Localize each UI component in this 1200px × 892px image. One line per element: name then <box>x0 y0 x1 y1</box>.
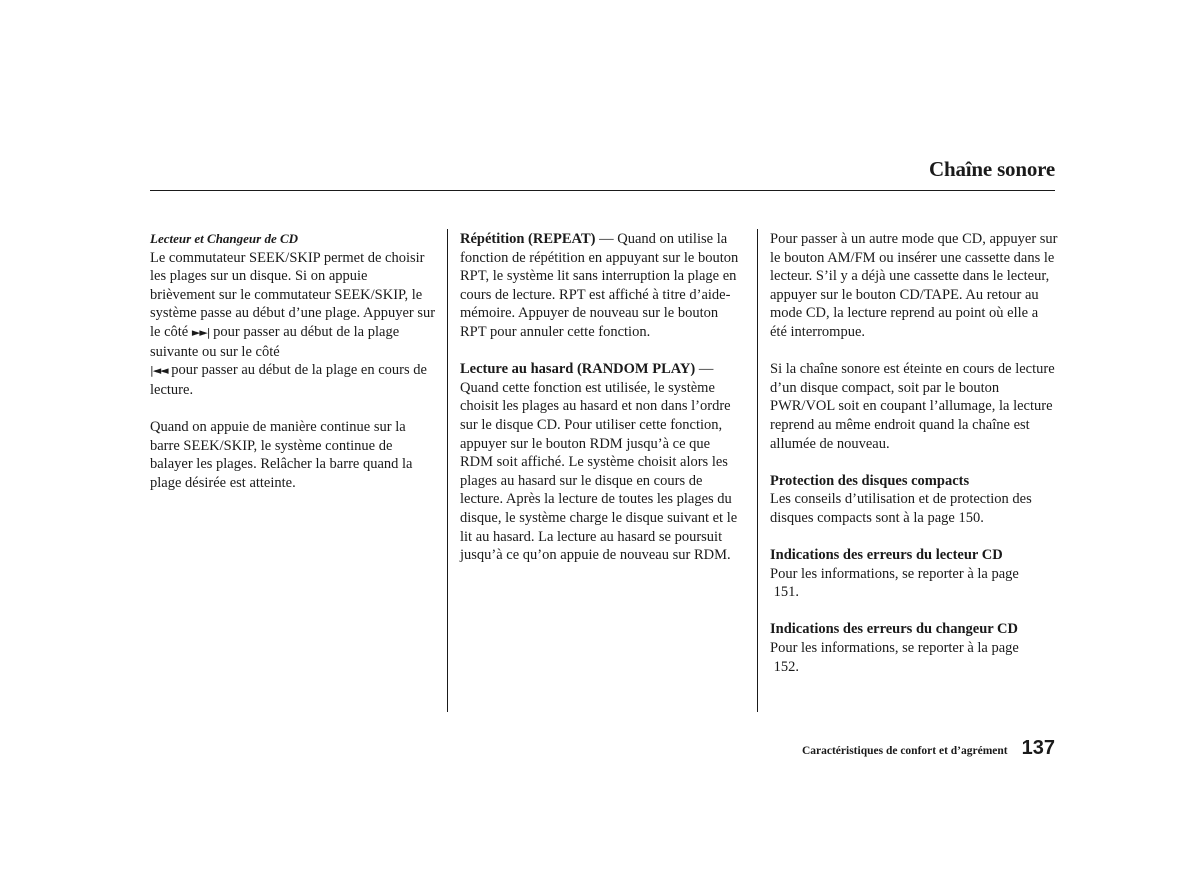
paragraph-power-off: Si la chaîne sonore est éteinte en cours de lecture d’un disque compact, soit par le bouton PWR/VOL soit en coupant l’allumage, la lecture reprend au même endroit quand la chaîne est allumée de nouveau. <box>770 361 1055 452</box>
column-2 <box>460 230 745 565</box>
lecteur-errors-text: Pour les informations, se reporter à la page <box>770 565 1019 582</box>
repeat-text: Quand on utilise la fonction de répétition en appuyant sur le bouton RPT, le système lit sans interruption la plage en cours de lecture. RPT est affiché à titre d’aide-mémoire. Appuyer de nouveau sur le bouton RPT pour annuler cette fonction. <box>460 231 739 340</box>
period: . <box>980 509 984 526</box>
previous-track-icon: |◄◄ <box>150 364 168 378</box>
page-title: Chaîne sonore <box>929 157 1055 181</box>
page-footer <box>802 737 1055 760</box>
page-ref-150: 150 <box>958 509 981 526</box>
random-play-text: Quand cette fonction est utilisée, le système choisit les plages au hasard et non dans l’ordre sur le disque CD. Pour utiliser cette fonction, appuyer sur le bouton RDM jusqu’à ce que RDM soit affiché. Le système choisit alors les plages au hasard sur le disque en cours de lecture. Après la lecture de toutes les plages du disque, le système charge le disque suivant et le lit au hasard. La lecture au hasard se poursuit jusqu’à ce qu’on appuie de nouveau sur RDM. <box>460 379 738 564</box>
next-track-icon: ►►| <box>191 325 210 339</box>
dash: — <box>599 231 614 247</box>
paragraph-seek-skip <box>150 249 436 400</box>
paragraph-repeat <box>460 230 745 342</box>
paragraph-other-mode: Pour passer à un autre mode que CD, appuyer sur le bouton AM/FM ou insérer une cassette dans le lecteur. S’il y a déjà une cassette dans le lecteur, appuyer sur le bouton CD/TAPE. Au retour au mode CD, la lecture reprend au point où elle a été interrompue. <box>770 231 1058 340</box>
seek-skip-text-b: pour passer au début de la plage suivante ou sur le côté <box>150 323 400 360</box>
period: . <box>795 584 799 601</box>
page-number: 137 <box>1021 737 1055 759</box>
column-3 <box>770 230 1058 676</box>
changeur-errors-text: Pour les informations, se reporter à la page <box>770 640 1019 657</box>
page-ref-152: 152 <box>773 658 796 675</box>
paragraph-random-play <box>460 360 745 565</box>
paragraph-protection <box>770 490 1058 527</box>
footer-section-title: Caractéristiques de confort et d’agrément <box>801 745 1008 757</box>
subheading-lecteur-changeur: Lecteur et Changeur de CD <box>150 231 299 246</box>
heading-lecteur-errors: Indications des erreurs du lecteur CD <box>770 547 1003 564</box>
heading-random-play: Lecture au hasard (RANDOM PLAY) <box>460 361 696 378</box>
header-rule <box>150 190 1055 191</box>
paragraph-continuous-press: Quand on appuie de manière continue sur la barre SEEK/SKIP, le système continue de balayer les plages. Relâcher la barre quand la plage désirée est atteinte. <box>150 418 413 491</box>
period: . <box>795 658 799 675</box>
column-1 <box>150 230 436 492</box>
page-ref-151: 151 <box>773 584 796 601</box>
seek-skip-text-a: Le commutateur SEEK/SKIP permet de choisir les plages sur un disque. Si on appuie brièvement sur le commutateur SEEK/SKIP, le système passe au début d’une plage. Appuyer sur le côté <box>150 249 436 340</box>
dash: — <box>698 361 714 378</box>
paragraph-lecteur-errors <box>770 565 1058 602</box>
seek-skip-text-c: pour passer au début de la plage en cours de lecture. <box>150 362 427 398</box>
protection-text: Les conseils d’utilisation et de protection des disques compacts sont à la page <box>770 491 1032 526</box>
column-divider-1 <box>447 229 448 712</box>
heading-protection: Protection des disques compacts <box>770 472 970 489</box>
paragraph-changeur-errors <box>770 639 1058 676</box>
heading-changeur-errors: Indications des erreurs du changeur CD <box>770 621 1019 638</box>
column-divider-2 <box>757 229 758 712</box>
heading-repeat: Répétition (REPEAT) <box>460 231 596 247</box>
